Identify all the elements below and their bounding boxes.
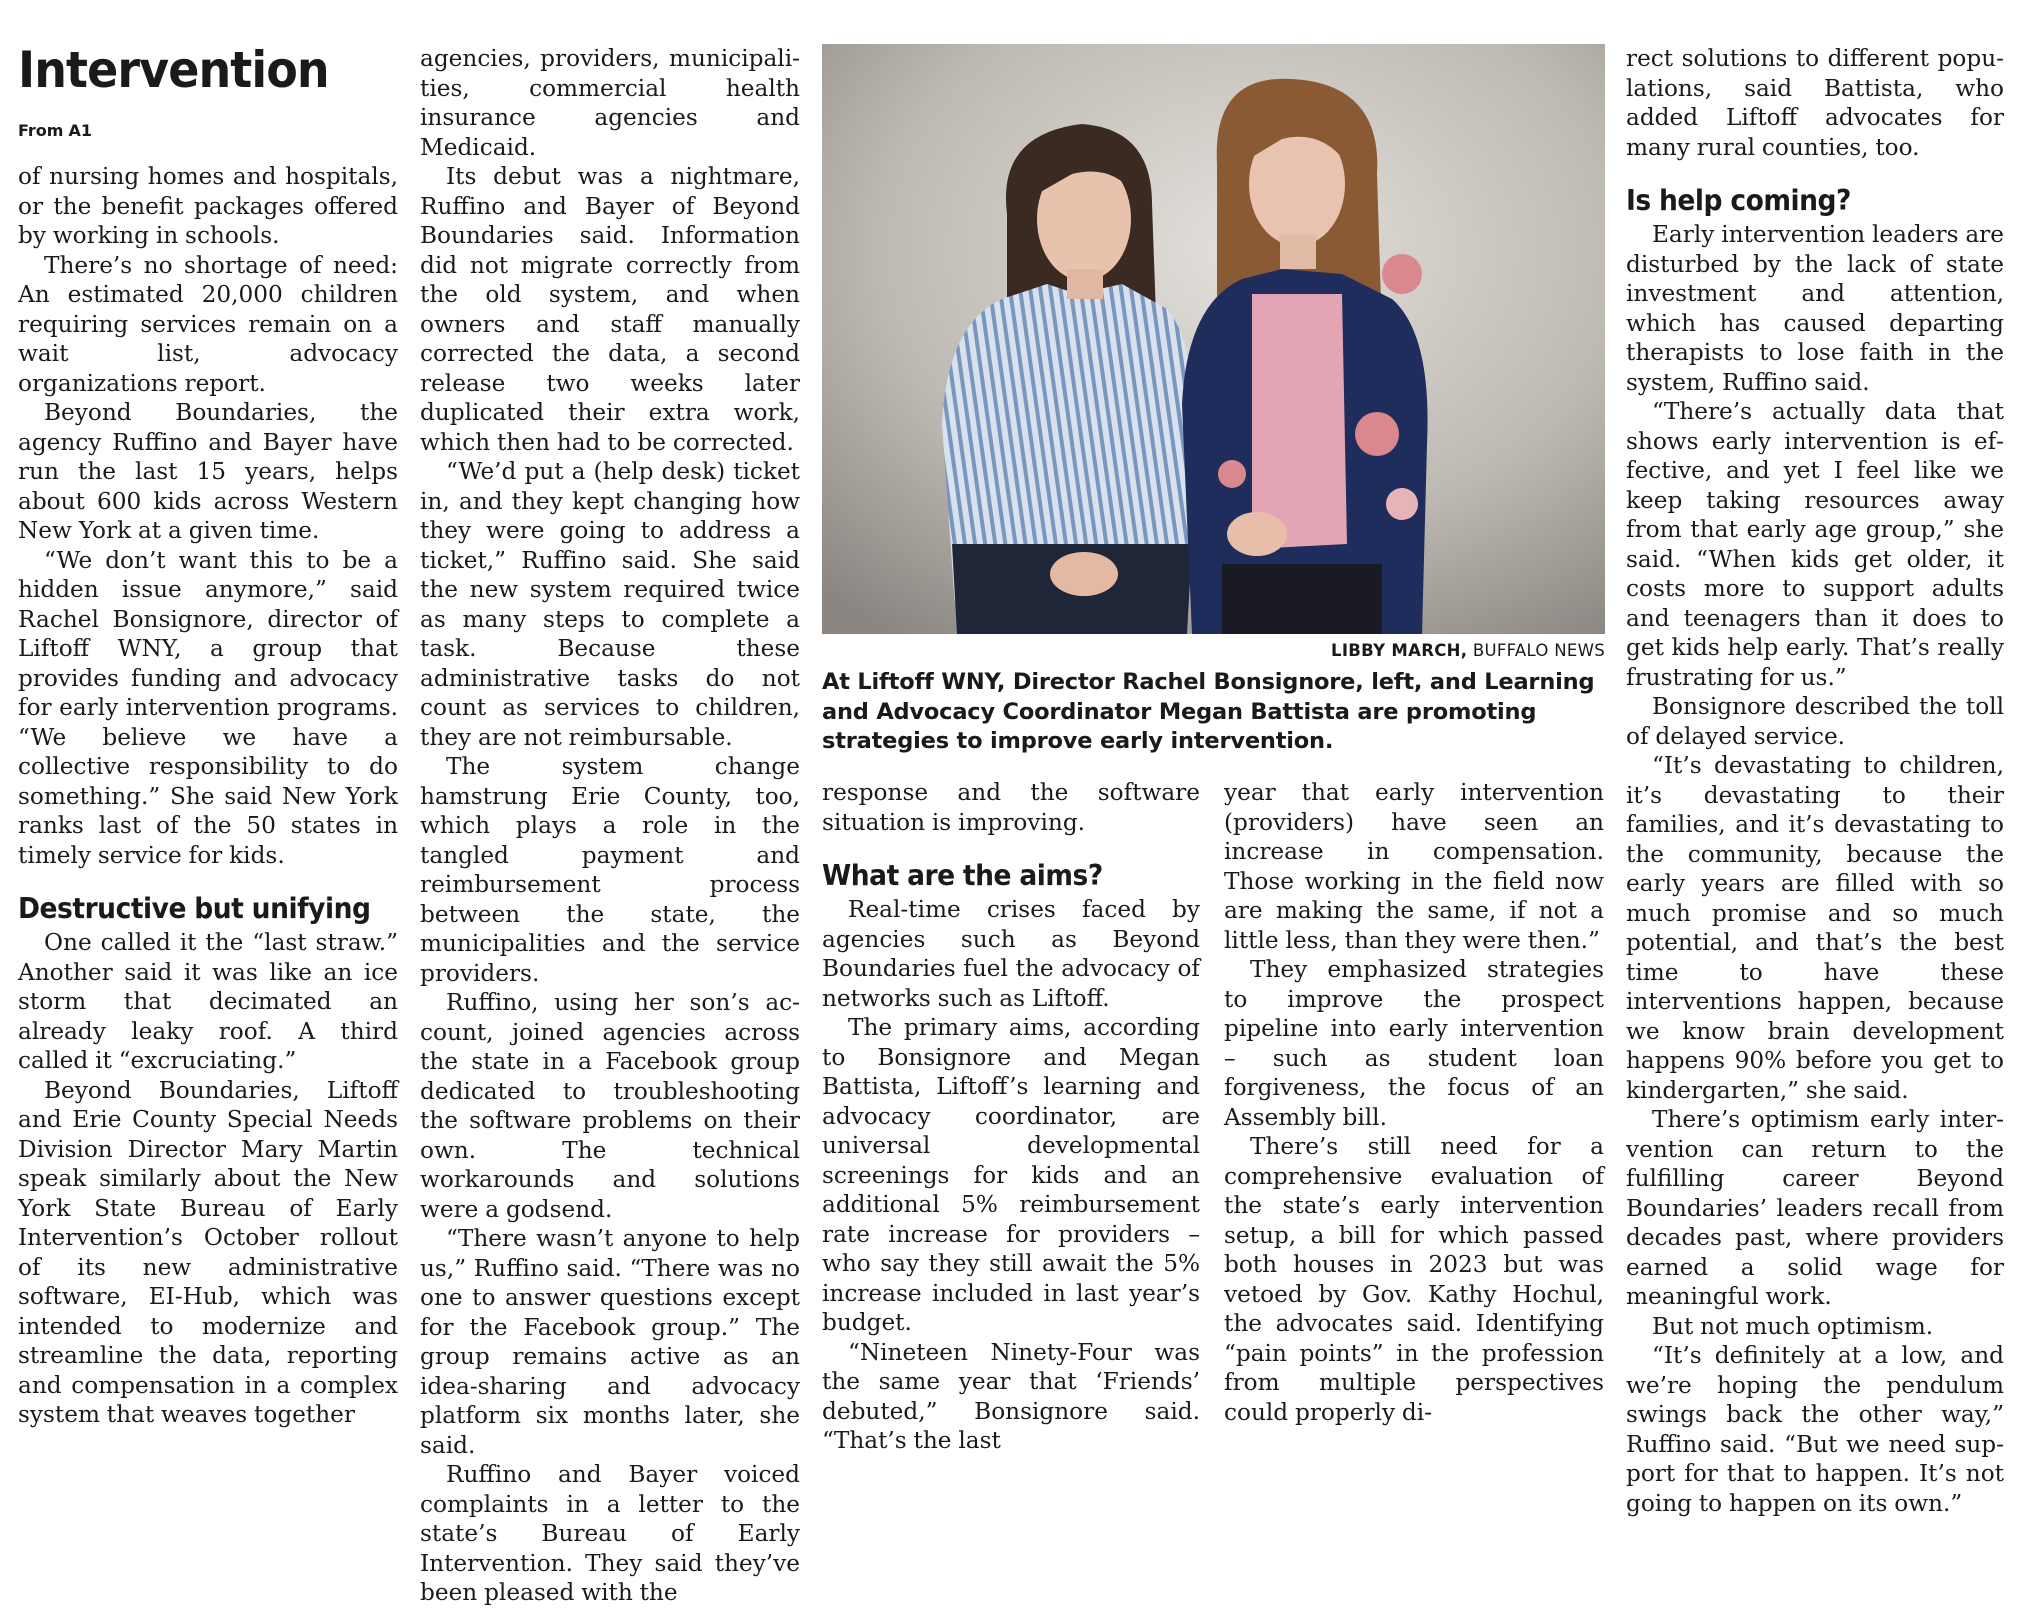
paragraph: “It’s definitely at a low, and we’re hoping the pendulum swings back the other way,” Ruffino said. “But we need support for that to happen. It’s not going to happen on its own.” (1626, 1342, 2004, 1517)
paragraph: Beyond Boundaries, the agency Ruffino and Bayer have run the last 15 years, helps about 600 kids across Western New York at a given time. (18, 399, 398, 544)
paragraph: response and the software situation is improving. (822, 779, 1200, 836)
subhead-destructive: Destructive but unifying (18, 892, 371, 925)
paragraph: They emphasized strategies to improve the prospect pipeline into early intervention – such as student loan forgiveness, the focus of an Assembly bill. (1224, 956, 1604, 1131)
paragraph: “We don’t want this to be a hidden issue anymore,” said Rachel Bonsignore, director of Liftoff WNY, a group that provides funding and advocacy for early intervention programs. “We believe we have a collective responsibility to do something.” She said New York ranks last of the 50 states in timely service for kids. (18, 546, 398, 869)
paragraph: The primary aims, according to Bonsignore and Megan Battista, Liftoff’s learning and advocacy coordinator, are universal developmental screenings for kids and an additional 5% reimbursement rate increase for providers – who say they still await the 5% increase included in last year’s budget. (822, 1014, 1200, 1336)
paragraph: “There wasn’t anyone to help us,” Ruffino said. “There was no one to answer questions except for the Facebook group.” The group remains active as an idea-sharing and advocacy platform six months later, she said. (420, 1225, 800, 1459)
column-5 (1626, 44, 2004, 1518)
headline: Intervention (18, 41, 329, 99)
subhead-help: Is help coming? (1626, 184, 1851, 217)
paragraph: Real-time crises faced by agencies such as Beyond Boundaries fuel the advocacy of networks such as Liftoff. (822, 896, 1200, 1012)
paragraph: of nursing homes and hospitals, or the benefit packages offered by working in schools. (18, 163, 398, 249)
paragraph: Early intervention leaders are disturbed by the lack of state investment and attention, which has caused departing therapists to lose faith in the system, Ruffino said. (1626, 221, 2004, 396)
photo-caption: At Liftoff WNY, Director Rachel Bonsignore, left, and Learning and Advocacy Coordinator Megan Battista are promoting strategies to improve early intervention. (822, 669, 1595, 754)
paragraph: year that early intervention (providers) have seen an increase in compensation. Those working in the field now are making the same, if not a little less, than they were then.” (1224, 779, 1604, 954)
paragraph: rect solutions to different populations, said Battista, who added Liftoff advocates for many rural counties, too. (1626, 45, 2004, 161)
paragraph: There’s still need for a comprehensive evaluation of the state’s early intervention setup, a bill for which passed both houses in 2023 but was vetoed by Gov. Kathy Hochul, the advocates said. Identifying “pain points” in the profession from multiple perspectives could properly di- (1224, 1133, 1604, 1426)
paragraph: “It’s devastating to children, it’s devastating to their families, and it’s devastating to the community, because the early years are filled with so much promise and so much potential, and that’s the best time to have these interventions happen, because we know brain development happens 90% before you get to kindergarten,” she said. (1626, 752, 2004, 1104)
column-2 (420, 44, 800, 1608)
paragraph: The system change hamstrung Erie County, too, which plays a role in the tangled payment and reimbursement process between the state, the municipalities and the service providers. (420, 753, 800, 987)
column-1 (18, 40, 398, 1430)
paragraph: Ruffino and Bayer voiced complaints in a letter to the state’s Bureau of Early Intervention. They said they’ve been pleased with the (420, 1461, 800, 1606)
paragraph: “There’s actually data that shows early intervention is effective, and yet I feel like we keep taking resources away from that early age group,” she said. “When kids get older, it costs more to support adults and teenagers than it does to get kids help early. That’s really frustrating for us.” (1626, 398, 2004, 691)
jump-line: From A1 (18, 121, 93, 140)
column-3 (822, 778, 1200, 1456)
paragraph: There’s no shortage of need: An estimated 20,000 children requiring services remain on a wait list, advocacy organizations report. (18, 251, 398, 397)
paragraph: Bonsignore described the toll of delayed service. (1626, 693, 2004, 750)
paragraph: “Nineteen Ninety-Four was the same year that ‘Friends’ debuted,” Bonsignore said. “That’s the last (822, 1338, 1200, 1454)
paragraph: agencies, providers, municipalities, commercial health insurance agencies and Medicaid. (420, 45, 800, 161)
paragraph: One called it the “last straw.” Another said it was like an ice storm that decimated an already leaky roof. A third called it “excruciating.” (18, 929, 398, 1074)
news-photo (822, 44, 1605, 634)
photo-credit: LIBBY MARCH, BUFFALO NEWS (1331, 641, 1605, 660)
paragraph: Beyond Boundaries, Liftoff and Erie County Special Needs Division Director Mary Martin speak similarly about the New York State Bureau of Early Intervention’s October rollout of its new administrative software, EI-Hub, which was intended to modernize and streamline the data, reporting and compensation in a complex system that weaves together (18, 1076, 398, 1428)
paragraph: But not much optimism. (1652, 1312, 1934, 1340)
paragraph: “We’d put a (help desk) ticket in, and they kept changing how they were going to address a ticket,” Ruffino said. She said the new system required twice as many steps to complete a task. Because these administrative tasks do not count as services to children, they are not reimbursable. (420, 458, 800, 751)
paragraph: There’s optimism early intervention can return to the fulfilling career Beyond Boundaries’ leaders recall from decades past, where providers earned a solid wage for meaningful work. (1626, 1106, 2004, 1310)
paragraph: Its debut was a nightmare, Ruffino and Bayer of Beyond Boundaries said. Information did not migrate correctly from the old system, and when owners and staff manually corrected the data, a second release two weeks later duplicated their extra work, which then had to be corrected. (420, 163, 800, 456)
subhead-aims: What are the aims? (822, 859, 1103, 892)
paragraph: Ruffino, using her son’s account, joined agencies across the state in a Facebook group dedicated to troubleshooting the software problems on their own. The technical workarounds and solutions were a godsend. (420, 989, 800, 1223)
column-4 (1224, 778, 1604, 1427)
